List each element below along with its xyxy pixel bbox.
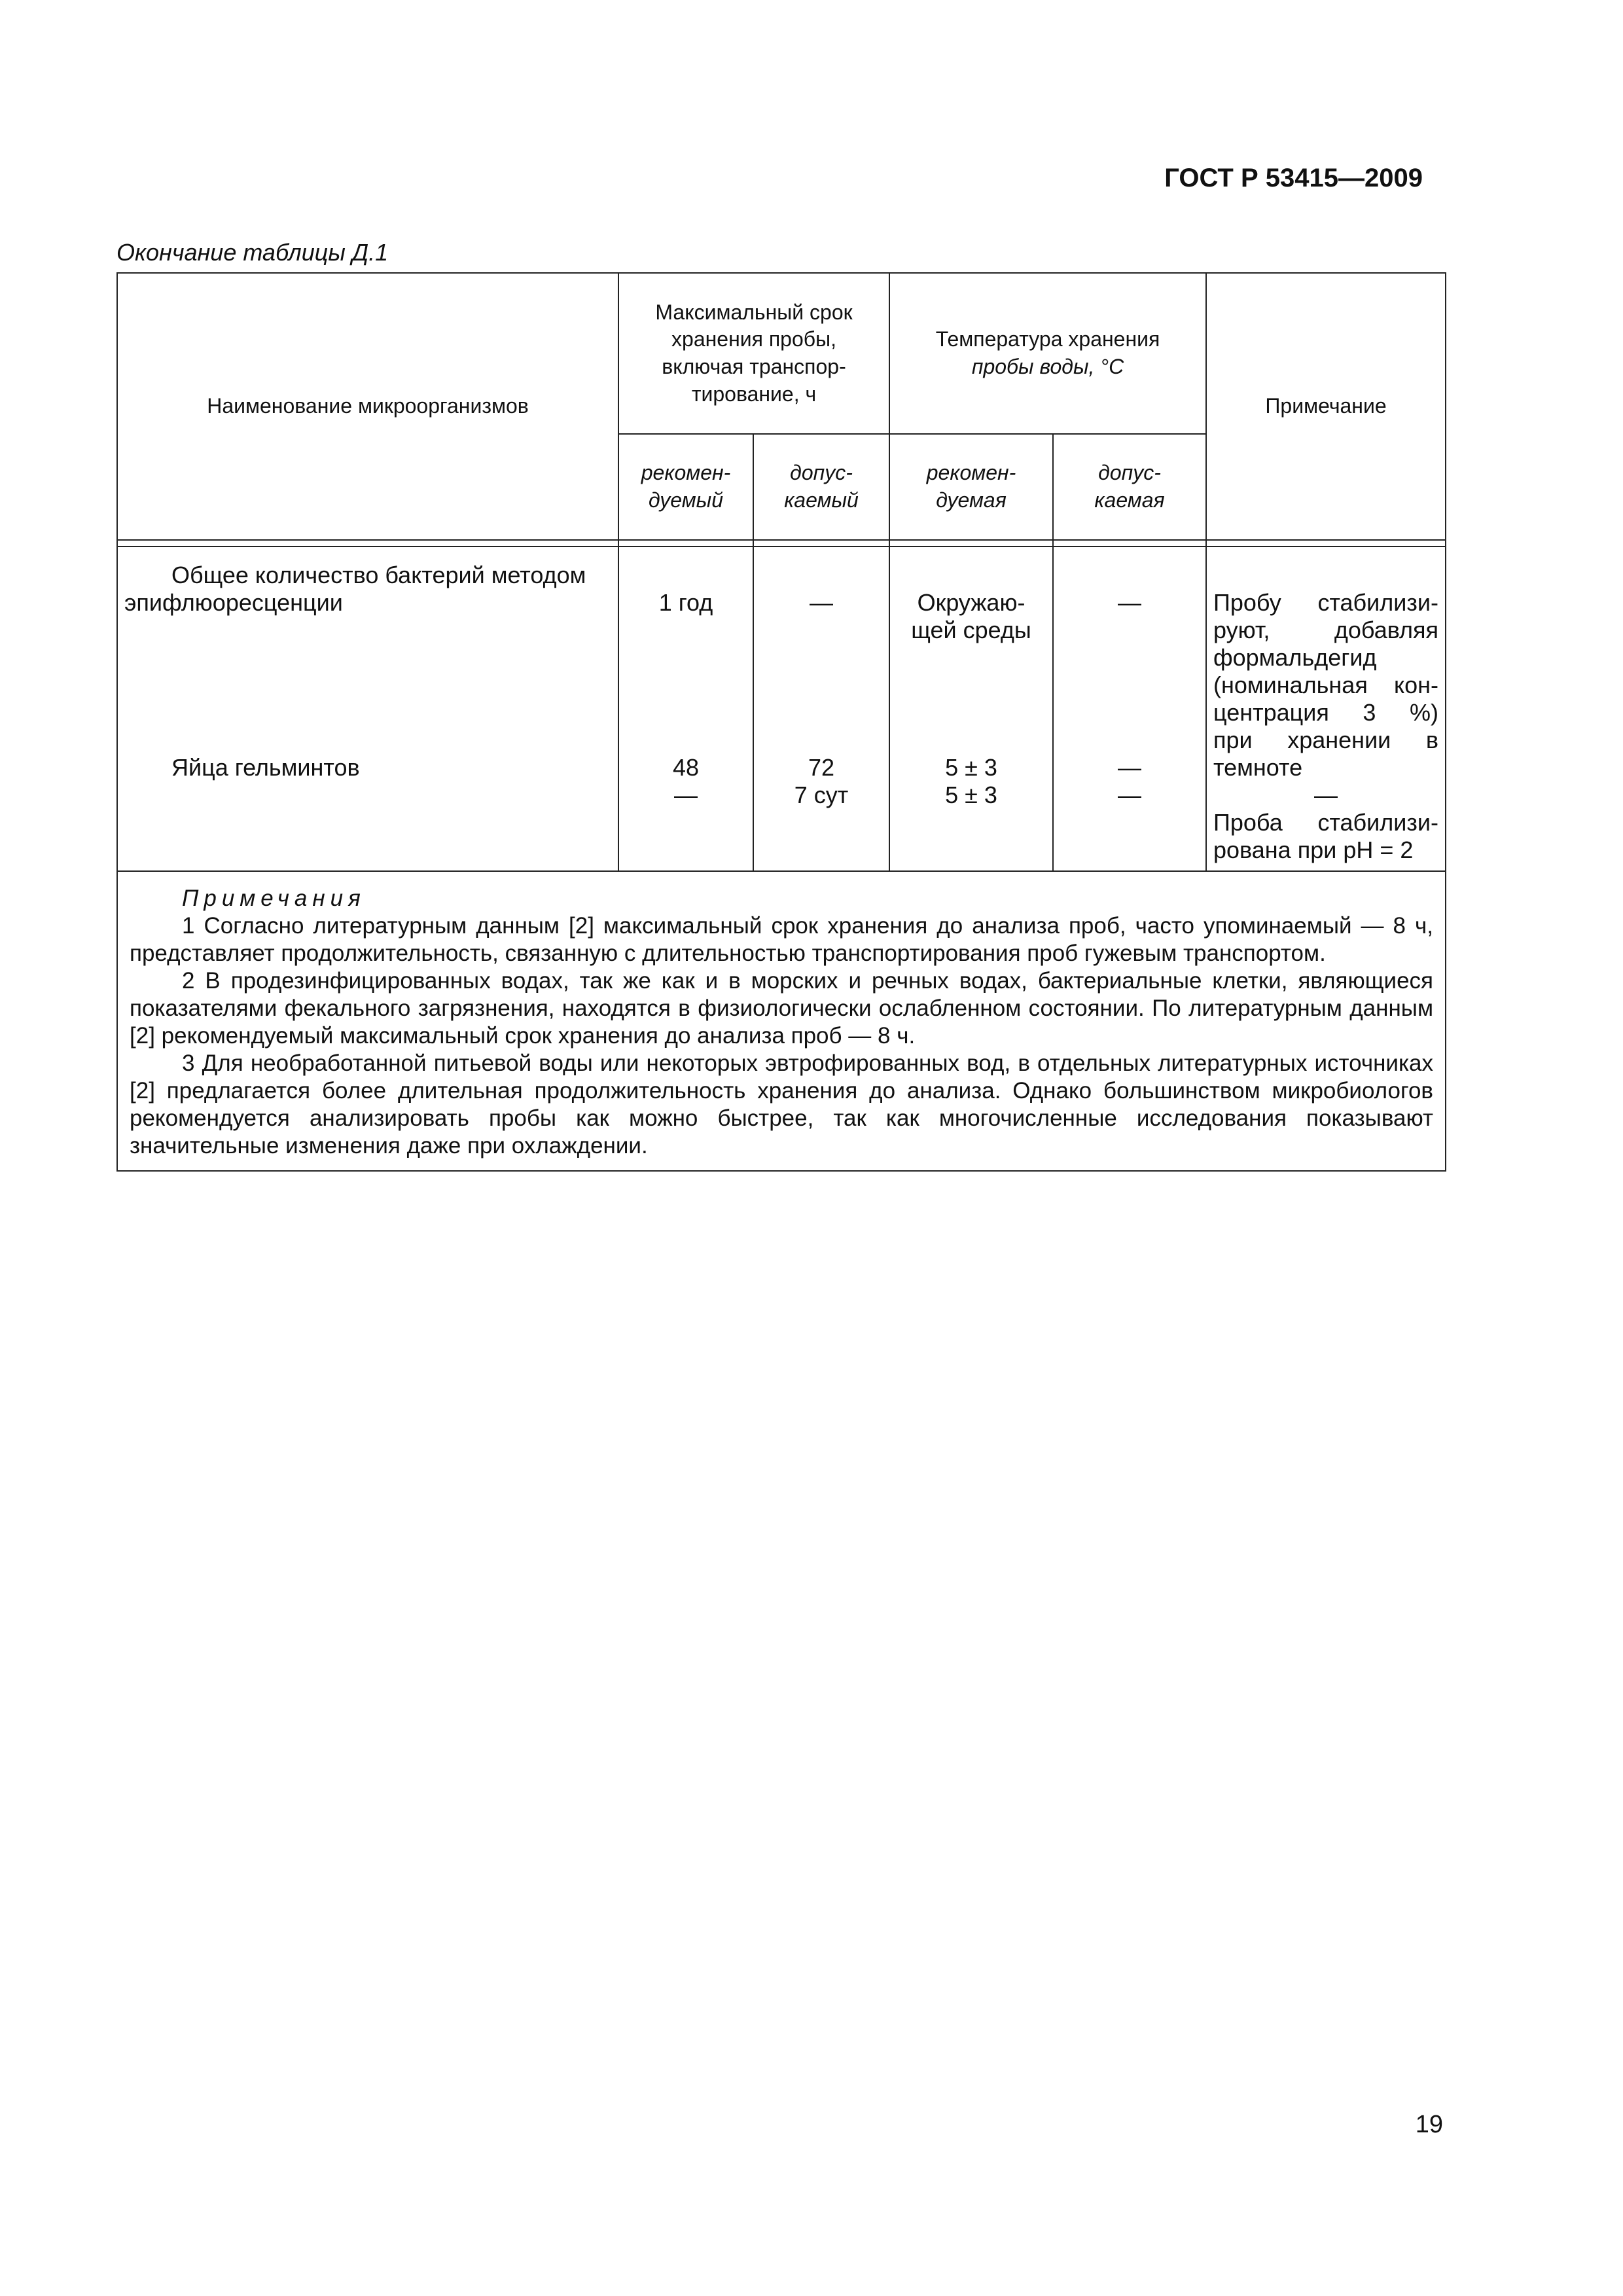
header-separator [117,540,1446,547]
notes-row [117,871,1446,1171]
subheader-recommended-temp: рекомен- дуемая [889,434,1053,540]
storage-table [116,272,1446,1172]
header-storage-time: Максимальный срок хранения пробы, включая транспор- тирование, ч [618,273,889,434]
note-item: 2 В продезинфицированных водах, так же как и в морских и речных водах, бактериальные клетки, являющиеся показателями фекального загрязнения, находятся в физиологически ослабленном состоянии. По литературным данным [2] рекомендуемый максимальный срок хранения до анализа проб — 8 ч. [130,968,1434,1049]
time-recommended-cell: 1 год 48 — [618,547,753,871]
subheader-allowed-time: допус- каемый [753,434,889,540]
table-row [117,547,1446,871]
note-cell: Пробу стабилизи- руют, добавляя формальдегид (номинальная кон- центрация 3 %) при хранении в темноте — Проба стабилизи- рована при рН = 2 [1206,547,1446,871]
temp-allowed-cell: — — — [1053,547,1206,871]
page-number: 19 [1415,2111,1443,2138]
header-temperature: Температура хранения пробы воды, °С [889,273,1206,434]
header-name: Наименование микроорганизмов [117,273,618,540]
row-name-cell: Общее количество бактерий методом эпифлюоресценции Яйца гельминтов [117,547,618,871]
time-allowed-cell: — 72 7 сут [753,547,889,871]
notes-block [117,871,1446,1171]
note-item: 3 Для необработанной питьевой воды или некоторых эвтрофированных вод, в отдельных литературных источниках [2] предлагается более длительная продолжительность хранения до анализа. Однако большинством микробиологов рекомендуется анализировать пробы как можно быстрее, так как многочисленные исследования показывают значительные изменения даже при охлаждении. [130,1050,1434,1158]
notes-title: Примечания [182,886,366,911]
table-caption: Окончание таблицы Д.1 [116,239,389,266]
note-item: 1 Согласно литературным данным [2] максимальный срок хранения до анализа проб, часто упоминаемый — 8 ч, представляет продолжительность, связанную с длительностью транспортирования проб гужевым транспортом. [130,913,1434,966]
standard-id: ГОСТ Р 53415—2009 [1164,164,1423,192]
subheader-allowed-temp: допус- каемая [1053,434,1206,540]
subheader-recommended-time: рекомен- дуемый [618,434,753,540]
header-note: Примечание [1206,273,1446,540]
temp-recommended-cell: Окружаю- щей среды 5 ± 3 5 ± 3 [889,547,1053,871]
